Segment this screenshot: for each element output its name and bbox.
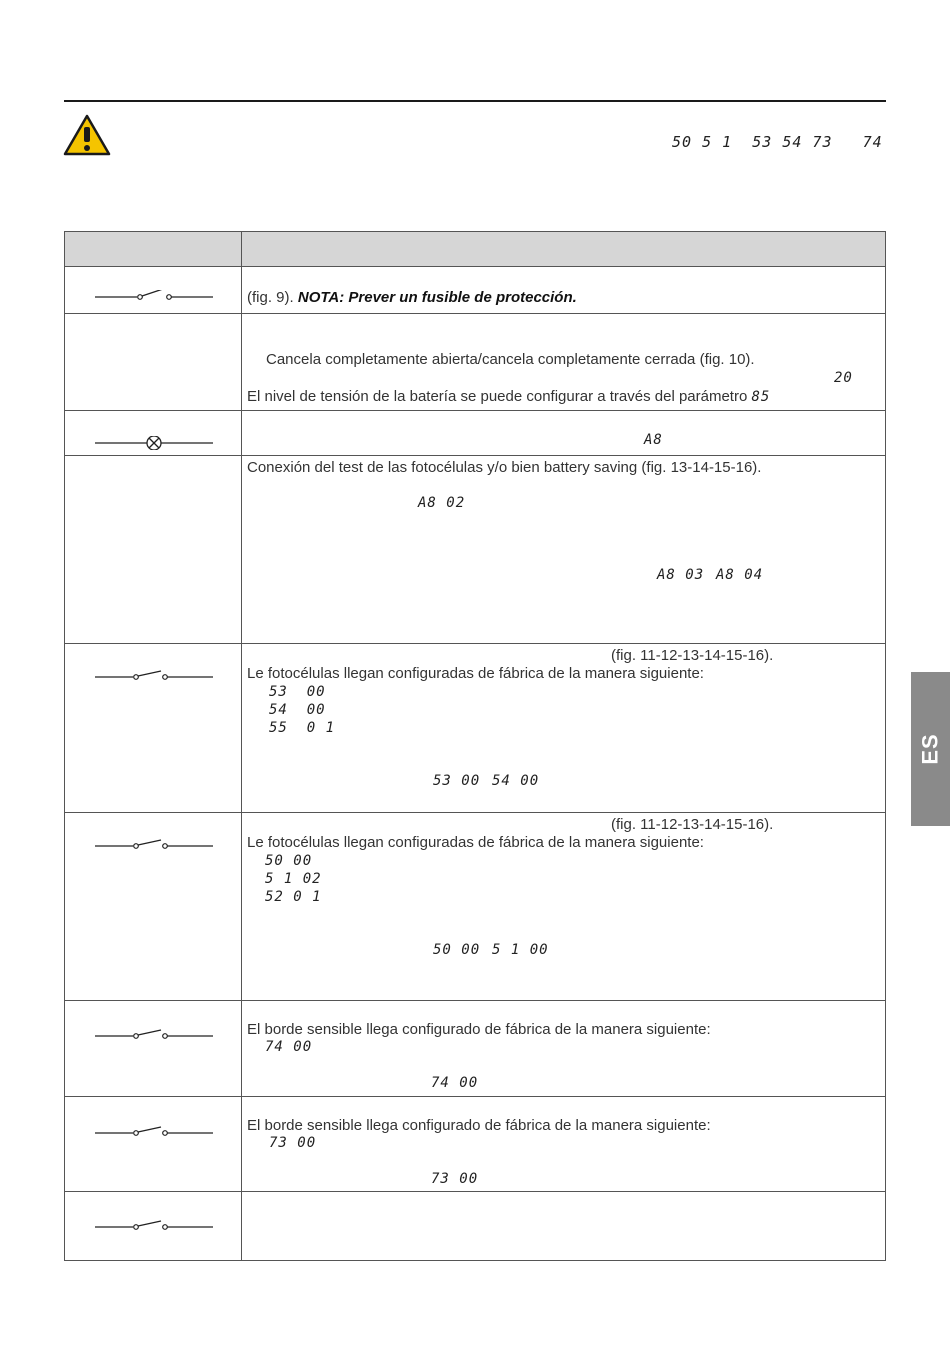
table-row	[65, 644, 885, 813]
description-cell	[242, 1001, 885, 1096]
parameter-code: 54 00	[492, 773, 540, 789]
parameter-code: 53 00	[269, 684, 326, 700]
description-cell	[242, 314, 885, 410]
row-text: El nivel de tensión de la batería se puede configurar a través del parámetro 85	[247, 388, 771, 405]
parameter-code: 5 1 00	[492, 942, 549, 958]
language-tab-label: ES	[917, 733, 943, 765]
figure-ref: (fig. 11-12-13-14-15-16).	[611, 647, 774, 664]
symbol-cell	[65, 644, 242, 812]
parameter-code: 52 0 1	[265, 889, 322, 905]
parameter-code: A8 02	[418, 495, 466, 511]
symbol-cell	[65, 267, 242, 313]
switch-no-symbol	[95, 670, 213, 684]
table-header	[65, 232, 885, 267]
parameter-code: 73 00	[431, 1171, 479, 1187]
language-tab	[911, 672, 950, 826]
description-cell	[242, 456, 885, 643]
row-text: El borde sensible llega configurado de fábrica de la manera siguiente:	[247, 1021, 711, 1038]
symbol-cell	[65, 314, 242, 410]
description-cell	[242, 644, 885, 812]
description-cell	[242, 267, 885, 313]
parameter-code: 50 00	[433, 942, 481, 958]
row-text: Conexión del test de las fotocélulas y/o bien battery saving (fig. 13-14-15-16).	[247, 459, 762, 476]
description-cell	[242, 813, 885, 1000]
switch-no-symbol	[95, 290, 213, 304]
figure-ref: (fig. 11-12-13-14-15-16).	[611, 816, 774, 833]
switch-no-symbol	[95, 1029, 213, 1043]
parameter-code: 73 00	[269, 1135, 317, 1151]
row-text: Cancela completamente abierta/cancela completamente cerrada (fig. 10).	[266, 351, 755, 368]
symbol-cell	[65, 1001, 242, 1096]
row-text: (fig. 9). NOTA: Prever un fusible de protección.	[247, 289, 577, 306]
switch-no-symbol	[95, 1126, 213, 1140]
top-rule	[64, 100, 886, 102]
symbol-cell	[65, 1097, 242, 1191]
table-row	[65, 1192, 885, 1260]
parameter-code: A8 03	[657, 567, 705, 583]
parameter-code: 20	[834, 370, 853, 386]
symbol-cell	[65, 456, 242, 643]
row-text: El borde sensible llega configurado de fábrica de la manera siguiente:	[247, 1117, 711, 1134]
parameter-code: 53 00	[433, 773, 481, 789]
parameter-code: 74 00	[431, 1075, 479, 1091]
warning-icon	[63, 114, 111, 156]
lamp-symbol	[95, 436, 213, 450]
parameter-code: 50 00	[265, 853, 313, 869]
parameter-code: 74 00	[265, 1039, 313, 1055]
symbol-cell	[65, 411, 242, 455]
switch-no-symbol	[95, 1220, 213, 1234]
connections-table	[64, 231, 886, 1261]
row-text: Le fotocélulas llegan configuradas de fábrica de la manera siguiente:	[247, 834, 704, 851]
table-row	[65, 411, 885, 456]
table-header-cell-1	[65, 232, 242, 266]
parameter-code: 85	[751, 389, 771, 405]
symbol-cell	[65, 813, 242, 1000]
table-row	[65, 314, 885, 411]
parameter-code: 55 0 1	[269, 720, 336, 736]
parameter-code: 5 1 02	[265, 871, 322, 887]
symbol-cell	[65, 1192, 242, 1260]
header-parameter-codes: 50 5 1 53 54 73 74	[672, 133, 883, 151]
table-row	[65, 1097, 885, 1192]
parameter-code: A8	[644, 432, 663, 448]
table-row	[65, 267, 885, 314]
table-row	[65, 813, 885, 1001]
description-cell	[242, 1192, 885, 1260]
switch-no-symbol	[95, 839, 213, 853]
table-row	[65, 1001, 885, 1097]
description-cell	[242, 1097, 885, 1191]
description-cell	[242, 411, 885, 455]
table-row	[65, 456, 885, 644]
parameter-code: A8 04	[716, 567, 764, 583]
parameter-code: 54 00	[269, 702, 326, 718]
row-text: Le fotocélulas llegan configuradas de fábrica de la manera siguiente:	[247, 665, 704, 682]
